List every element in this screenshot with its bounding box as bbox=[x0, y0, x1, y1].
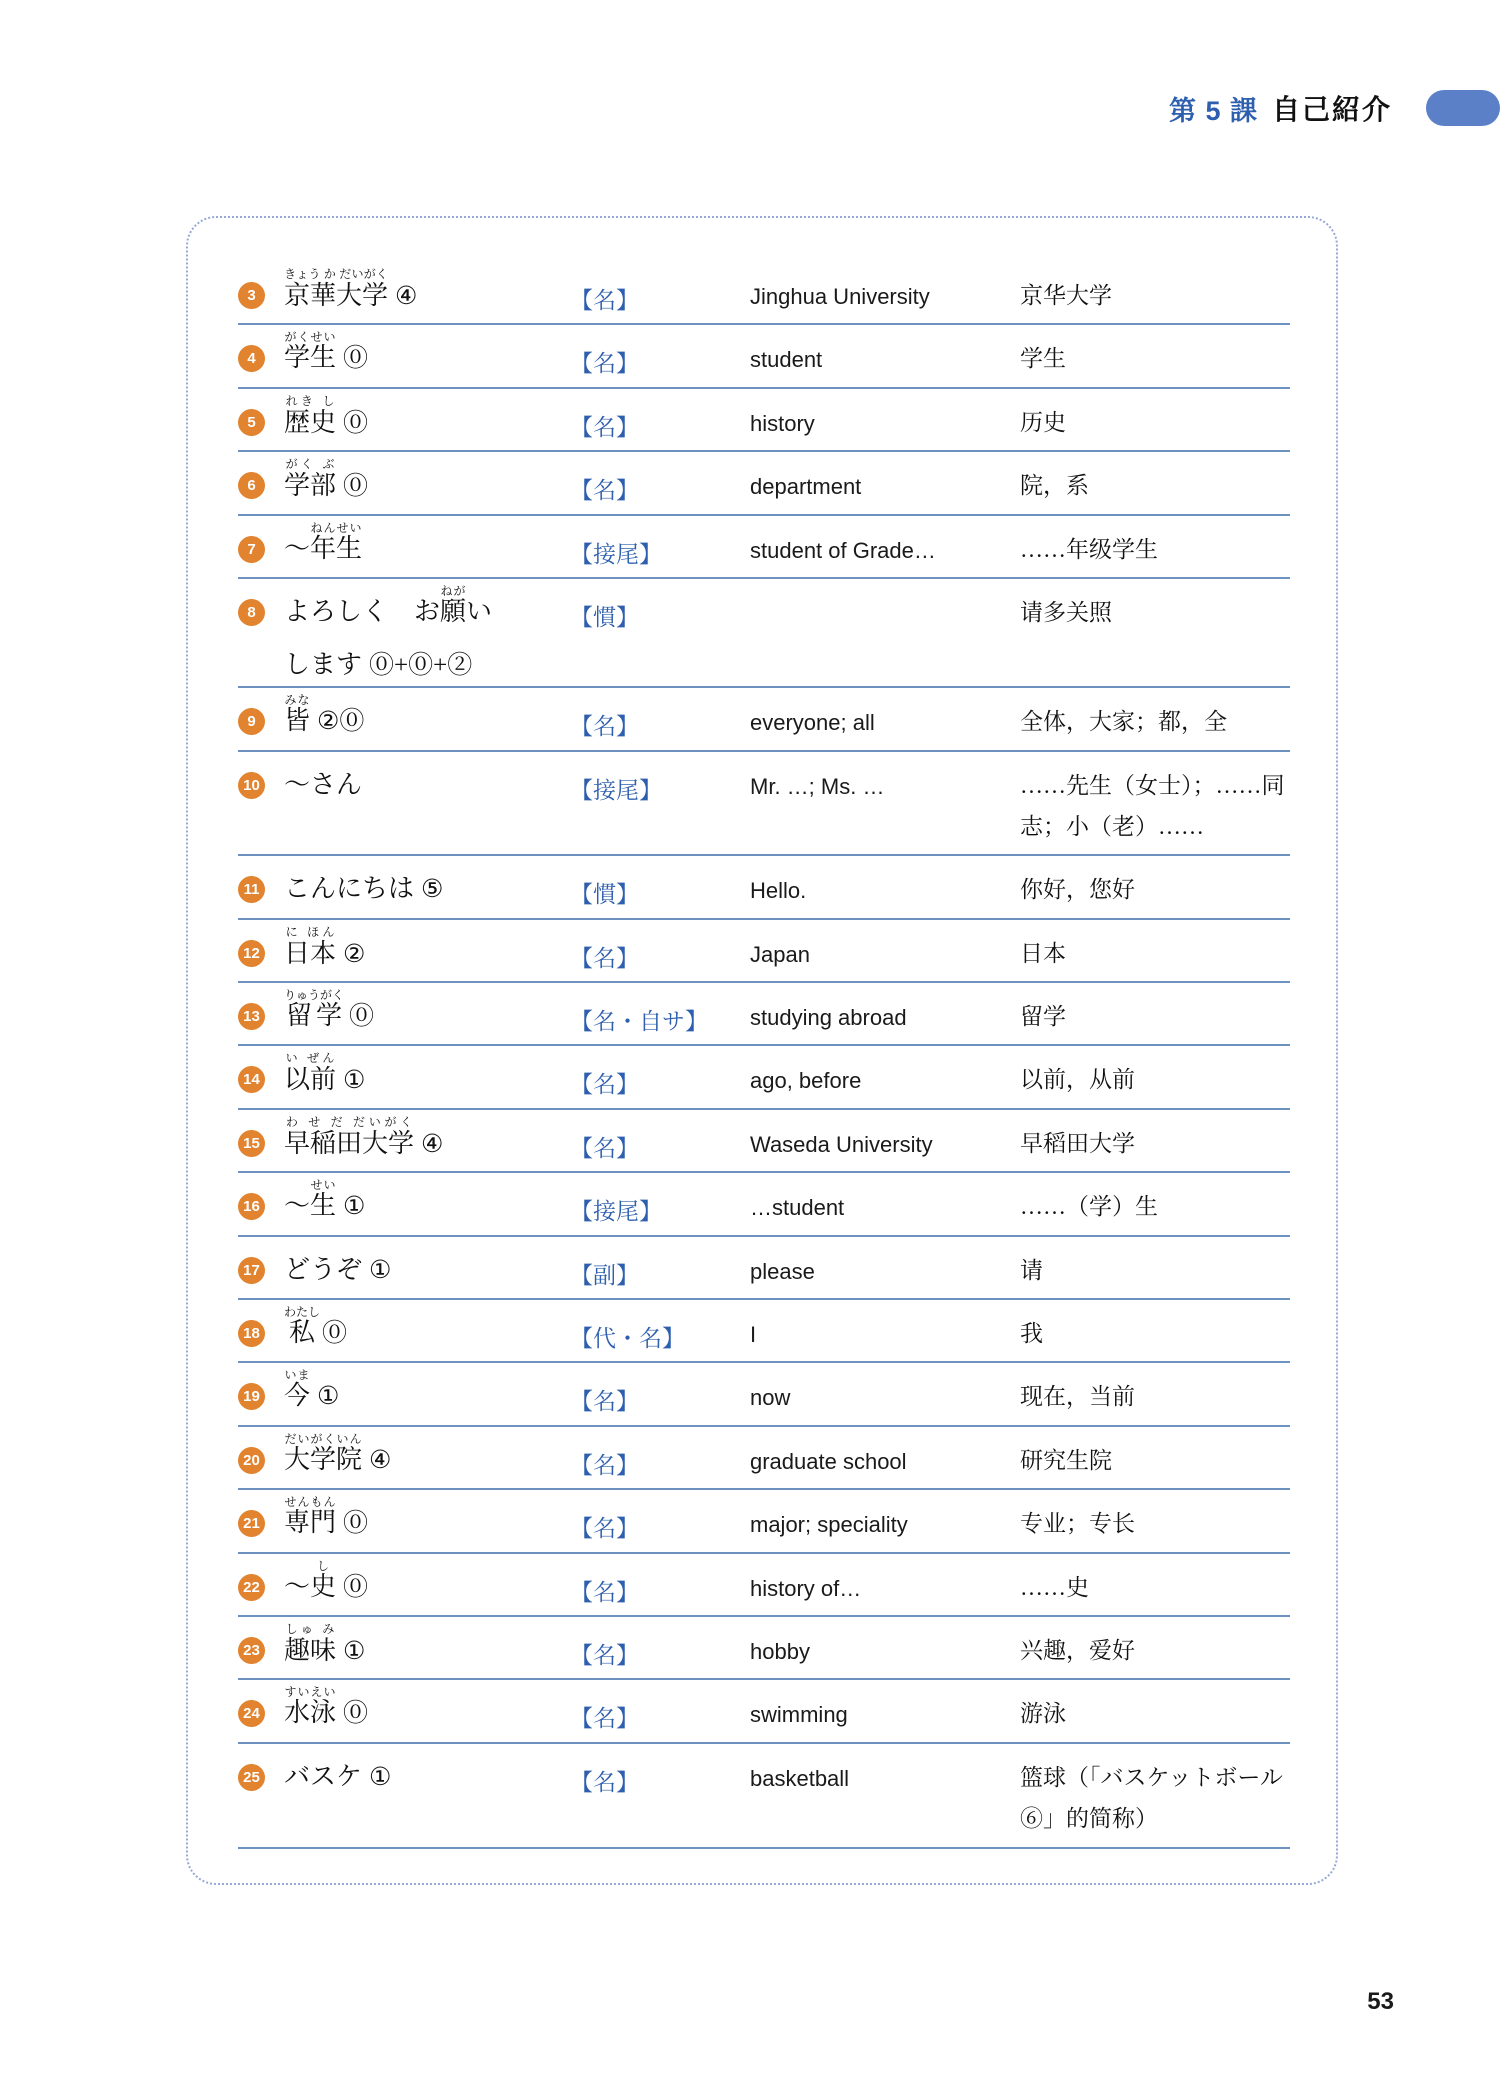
entry-number-cell bbox=[238, 1495, 284, 1537]
english-meaning bbox=[750, 584, 1020, 600]
entry-number-badge: 9 bbox=[238, 708, 265, 735]
entry-number-cell bbox=[238, 757, 284, 799]
entry-number-cell bbox=[238, 1051, 284, 1093]
chinese-meaning: 专业；专长 bbox=[1020, 1511, 1135, 1537]
entry-number-badge: 11 bbox=[238, 876, 265, 903]
entry-number-cell bbox=[238, 988, 284, 1030]
word-line bbox=[284, 1115, 570, 1159]
word-japanese bbox=[284, 1749, 570, 1792]
pitch-accent-number: ④ bbox=[421, 1130, 444, 1158]
entry-number-cell bbox=[238, 1685, 284, 1727]
entry-number-badge: 15 bbox=[238, 1130, 265, 1157]
entry-number-badge: 16 bbox=[238, 1193, 265, 1220]
furigana-ruby: 歴史れき し bbox=[284, 393, 337, 437]
english-meaning: …student bbox=[750, 1195, 845, 1221]
chinese-meaning: 游泳 bbox=[1020, 1701, 1066, 1727]
part-of-speech-label: 【名】 bbox=[570, 414, 639, 440]
word-text: ～ bbox=[284, 533, 311, 563]
word-line bbox=[284, 1051, 570, 1095]
entry-number-cell bbox=[238, 1749, 284, 1791]
chinese-meaning: 兴趣，爱好 bbox=[1020, 1638, 1135, 1663]
vocab-row bbox=[238, 1427, 1290, 1490]
entry-number-badge: 20 bbox=[238, 1447, 265, 1474]
word-japanese bbox=[284, 1622, 570, 1666]
chinese-meaning: 早稻田大学 bbox=[1020, 1130, 1135, 1156]
entry-number-cell bbox=[238, 1368, 284, 1410]
pitch-accent-number: ① bbox=[343, 1193, 366, 1221]
part-of-speech-label: 【名】 bbox=[570, 351, 639, 377]
english-meaning: student of Grade… bbox=[750, 537, 936, 563]
pitch-accent-number: ②⓪ bbox=[317, 708, 365, 736]
furigana-ruby: 史し bbox=[310, 1558, 337, 1601]
entry-number-cell bbox=[238, 457, 284, 499]
english-meaning: Japan bbox=[750, 941, 810, 967]
entry-number-cell bbox=[238, 861, 284, 903]
english-meaning: ago, before bbox=[750, 1068, 862, 1094]
pitch-accent-number: ⓪ bbox=[343, 1510, 369, 1538]
page-header bbox=[1169, 88, 1500, 128]
word-line bbox=[284, 394, 570, 438]
word-line bbox=[284, 457, 570, 501]
word-japanese bbox=[284, 1115, 570, 1159]
entry-number-cell bbox=[238, 693, 284, 735]
part-of-speech-label: 【名】 bbox=[570, 1769, 639, 1795]
pitch-accent-number: ④ bbox=[395, 283, 418, 310]
entry-number-cell bbox=[238, 267, 284, 309]
english-meaning: history bbox=[750, 410, 815, 436]
chinese-meaning: 留学 bbox=[1020, 1004, 1066, 1030]
english-meaning: department bbox=[750, 474, 862, 500]
pitch-accent-number: ① bbox=[369, 1256, 392, 1284]
word-japanese bbox=[284, 330, 570, 373]
entry-number-cell bbox=[238, 394, 284, 436]
furigana-ruby: 早稲田大学わ せ だ だいがく bbox=[284, 1114, 415, 1158]
word-line bbox=[284, 637, 570, 680]
vocab-table bbox=[238, 262, 1290, 1849]
english-meaning: studying abroad bbox=[750, 1005, 907, 1031]
part-of-speech-label: 【名】 bbox=[570, 478, 639, 504]
vocab-list-box bbox=[186, 216, 1338, 1885]
english-meaning: Jinghua University bbox=[750, 284, 930, 309]
entry-number-badge: 19 bbox=[238, 1383, 265, 1410]
english-meaning: now bbox=[750, 1385, 791, 1411]
entry-number-badge: 18 bbox=[238, 1320, 265, 1347]
part-of-speech-label: 【名】 bbox=[570, 714, 639, 740]
word-line bbox=[284, 988, 570, 1031]
part-of-speech-label: 【名】 bbox=[570, 1579, 639, 1605]
furigana-ruby: 皆みな bbox=[284, 693, 311, 736]
part-of-speech-label: 【名】 bbox=[570, 1452, 639, 1478]
word-japanese bbox=[284, 861, 570, 904]
pitch-accent-number: ⑤ bbox=[421, 876, 444, 904]
chinese-meaning: 篮球（「バスケットボール⑥」的简称） bbox=[1020, 1764, 1283, 1832]
vocab-row bbox=[238, 1680, 1290, 1743]
chinese-meaning: 历史 bbox=[1020, 409, 1066, 435]
vocab-row bbox=[238, 452, 1290, 515]
part-of-speech-label: 【名】 bbox=[570, 945, 639, 971]
entry-number-badge: 5 bbox=[238, 409, 265, 436]
word-line bbox=[284, 1495, 570, 1538]
word-text: よろしく お bbox=[284, 596, 441, 626]
word-japanese bbox=[284, 1368, 570, 1411]
english-meaning: major; speciality bbox=[750, 1512, 908, 1538]
furigana-ruby: 学生がくせい bbox=[284, 330, 337, 373]
entry-number-badge: 21 bbox=[238, 1510, 265, 1537]
word-line bbox=[284, 1305, 570, 1348]
vocab-row bbox=[238, 1617, 1290, 1680]
furigana-ruby: 日本に ほん bbox=[284, 924, 337, 968]
english-meaning: history of… bbox=[750, 1575, 862, 1601]
word-line bbox=[284, 1368, 570, 1411]
vocab-row bbox=[238, 1173, 1290, 1236]
chinese-meaning: 你好，您好 bbox=[1020, 877, 1135, 903]
word-line bbox=[284, 1178, 570, 1221]
entry-number-cell bbox=[238, 1242, 284, 1284]
english-meaning: Mr. …; Ms. … bbox=[750, 773, 885, 799]
chinese-meaning: 请多关照 bbox=[1020, 599, 1112, 625]
entry-number-badge: 3 bbox=[238, 282, 265, 309]
word-text: ～ bbox=[284, 1571, 311, 1601]
entry-number-cell bbox=[238, 584, 284, 626]
furigana-ruby: 専門せんもん bbox=[284, 1495, 337, 1538]
pitch-accent-number: ① bbox=[343, 1638, 366, 1665]
entry-number-badge: 13 bbox=[238, 1003, 265, 1030]
chinese-meaning: 研究生院 bbox=[1020, 1447, 1112, 1473]
word-japanese bbox=[284, 1242, 570, 1285]
entry-number-cell bbox=[238, 925, 284, 967]
chinese-meaning: 以前，从前 bbox=[1020, 1067, 1135, 1093]
chinese-meaning: ……先生（女士）；……同志；小（老）…… bbox=[1020, 772, 1285, 839]
chinese-meaning: 请 bbox=[1020, 1257, 1043, 1283]
word-japanese bbox=[284, 457, 570, 501]
vocab-row bbox=[238, 1490, 1290, 1553]
word-japanese bbox=[284, 1495, 570, 1538]
furigana-ruby: 願ねが bbox=[440, 583, 467, 626]
part-of-speech-label: 【名】 bbox=[570, 1516, 639, 1542]
word-text: こんにちは bbox=[284, 874, 415, 904]
word-japanese bbox=[284, 988, 570, 1031]
vocab-row bbox=[238, 262, 1290, 325]
word-line bbox=[284, 1685, 570, 1728]
furigana-ruby: 留学りゅうがく bbox=[284, 988, 345, 1031]
furigana-ruby: 以前い ぜん bbox=[284, 1051, 337, 1095]
pitch-accent-number: ⓪ bbox=[343, 1573, 369, 1601]
entry-number-cell bbox=[238, 521, 284, 563]
pitch-accent-number: ① bbox=[369, 1763, 392, 1791]
part-of-speech-label: 【接尾】 bbox=[570, 1199, 662, 1225]
entry-number-cell bbox=[238, 1559, 284, 1601]
english-meaning: student bbox=[750, 347, 823, 373]
entry-number-cell bbox=[238, 1622, 284, 1664]
vocab-row bbox=[238, 516, 1290, 579]
part-of-speech-label: 【慣】 bbox=[570, 604, 639, 630]
word-line bbox=[284, 584, 570, 627]
word-japanese bbox=[284, 267, 570, 311]
furigana-ruby: 趣味しゅ み bbox=[284, 1622, 337, 1665]
word-line bbox=[284, 1622, 570, 1666]
pitch-accent-number: ② bbox=[343, 940, 366, 968]
furigana-ruby: 生せい bbox=[310, 1178, 337, 1221]
entry-number-badge: 4 bbox=[238, 345, 265, 372]
word-japanese bbox=[284, 1432, 570, 1475]
pitch-accent-number: ⓪ bbox=[343, 473, 369, 501]
lesson-number-label: 第 5 課 bbox=[1168, 95, 1258, 126]
word-japanese bbox=[284, 1178, 570, 1221]
entry-number-cell bbox=[238, 330, 284, 372]
word-line bbox=[284, 1559, 570, 1602]
pitch-accent-number: ① bbox=[317, 1383, 340, 1411]
word-japanese bbox=[284, 394, 570, 438]
word-japanese bbox=[284, 521, 570, 564]
entry-number-badge: 22 bbox=[238, 1574, 265, 1601]
pitch-accent-number: ⓪ bbox=[343, 345, 369, 373]
part-of-speech-label: 【名】 bbox=[570, 288, 639, 313]
chinese-meaning: ……史 bbox=[1020, 1574, 1089, 1600]
part-of-speech-label: 【名】 bbox=[570, 1643, 639, 1668]
word-text: バスケ bbox=[284, 1761, 363, 1791]
entry-number-cell bbox=[238, 1305, 284, 1347]
word-japanese bbox=[284, 693, 570, 736]
word-text: い bbox=[466, 596, 493, 626]
english-meaning: everyone; all bbox=[750, 710, 875, 736]
part-of-speech-label: 【慣】 bbox=[570, 882, 639, 908]
chinese-meaning: 院，系 bbox=[1020, 473, 1089, 499]
vocab-row bbox=[238, 1744, 1290, 1849]
word-text: どうぞ bbox=[284, 1254, 363, 1284]
entry-number-badge: 12 bbox=[238, 940, 265, 967]
chinese-meaning: 学生 bbox=[1020, 346, 1066, 372]
word-japanese bbox=[284, 1051, 570, 1095]
vocab-row bbox=[238, 983, 1290, 1046]
entry-number-badge: 6 bbox=[238, 472, 265, 499]
vocab-row bbox=[238, 1237, 1290, 1300]
vocab-row bbox=[238, 579, 1290, 688]
english-meaning: please bbox=[750, 1258, 815, 1284]
pitch-accent-number: ⓪ bbox=[349, 1003, 375, 1031]
furigana-ruby: 今いま bbox=[284, 1368, 311, 1411]
part-of-speech-label: 【副】 bbox=[570, 1262, 639, 1288]
pitch-accent-number: ① bbox=[343, 1067, 366, 1095]
word-line bbox=[284, 267, 570, 311]
furigana-ruby: 年生ねんせい bbox=[310, 520, 363, 563]
english-meaning: Waseda University bbox=[750, 1131, 933, 1157]
vocab-row bbox=[238, 1363, 1290, 1426]
lesson-title: 自己紹介 bbox=[1271, 94, 1392, 125]
vocab-row bbox=[238, 389, 1290, 452]
word-japanese bbox=[284, 925, 570, 969]
word-line bbox=[284, 1242, 570, 1285]
part-of-speech-label: 【名】 bbox=[570, 1135, 639, 1161]
english-meaning: graduate school bbox=[750, 1448, 907, 1474]
chinese-meaning: ……（学）生 bbox=[1020, 1194, 1158, 1220]
entry-number-badge: 17 bbox=[238, 1257, 265, 1284]
word-japanese bbox=[284, 584, 570, 679]
chinese-meaning: 京华大学 bbox=[1020, 283, 1112, 308]
chinese-meaning: 我 bbox=[1020, 1321, 1043, 1347]
entry-number-badge: 23 bbox=[238, 1637, 265, 1664]
furigana-ruby: 私わたし bbox=[284, 1305, 321, 1348]
part-of-speech-label: 【名】 bbox=[570, 1389, 639, 1415]
vocab-row bbox=[238, 1554, 1290, 1617]
page-number: 53 bbox=[1367, 1988, 1394, 2015]
lesson-badge bbox=[1426, 90, 1500, 126]
part-of-speech-label: 【名】 bbox=[570, 1706, 639, 1732]
chinese-meaning: 现在，当前 bbox=[1020, 1384, 1135, 1410]
part-of-speech-label: 【接尾】 bbox=[570, 777, 662, 803]
chinese-meaning: 日本 bbox=[1020, 940, 1066, 966]
word-line bbox=[284, 521, 570, 564]
word-line bbox=[284, 1749, 570, 1792]
word-line bbox=[284, 757, 570, 800]
entry-number-cell bbox=[238, 1432, 284, 1474]
word-japanese bbox=[284, 757, 570, 800]
vocab-row bbox=[238, 752, 1290, 857]
entry-number-badge: 24 bbox=[238, 1700, 265, 1727]
english-meaning: basketball bbox=[750, 1765, 850, 1791]
entry-number-cell bbox=[238, 1115, 284, 1157]
english-meaning: I bbox=[750, 1322, 757, 1348]
word-line bbox=[284, 925, 570, 969]
english-meaning: Hello. bbox=[750, 878, 807, 904]
word-japanese bbox=[284, 1685, 570, 1728]
vocab-row bbox=[238, 1300, 1290, 1363]
word-line bbox=[284, 693, 570, 736]
vocab-row bbox=[238, 1046, 1290, 1109]
word-line bbox=[284, 861, 570, 904]
entry-number-badge: 8 bbox=[238, 599, 265, 626]
word-japanese bbox=[284, 1559, 570, 1602]
pitch-accent-number: ⓪ bbox=[322, 1320, 348, 1348]
part-of-speech-label: 【接尾】 bbox=[570, 541, 662, 567]
vocab-row bbox=[238, 856, 1290, 919]
entry-number-badge: 7 bbox=[238, 536, 265, 563]
word-text: ～ bbox=[284, 1191, 311, 1221]
entry-number-badge: 14 bbox=[238, 1066, 265, 1093]
pitch-accent-number: ④ bbox=[369, 1446, 392, 1474]
entry-number-badge: 25 bbox=[238, 1764, 265, 1791]
word-text: ～さん bbox=[284, 769, 363, 799]
vocab-row bbox=[238, 920, 1290, 983]
vocab-row bbox=[238, 1110, 1290, 1173]
part-of-speech-label: 【代・名】 bbox=[570, 1326, 685, 1352]
english-meaning: swimming bbox=[750, 1702, 848, 1728]
word-line bbox=[284, 330, 570, 373]
entry-number-cell bbox=[238, 1178, 284, 1220]
word-line bbox=[284, 1432, 570, 1475]
furigana-ruby: 大学院だいがくいん bbox=[284, 1431, 363, 1474]
entry-number-badge: 10 bbox=[238, 772, 265, 799]
chinese-meaning: 全体，大家；都，全 bbox=[1020, 709, 1227, 735]
furigana-ruby: 京華大学きょう か だいがく bbox=[284, 267, 389, 310]
chinese-meaning: ……年级学生 bbox=[1020, 536, 1158, 562]
word-japanese bbox=[284, 1305, 570, 1348]
word-text: します bbox=[284, 649, 363, 679]
english-meaning: hobby bbox=[750, 1639, 810, 1664]
part-of-speech-label: 【名】 bbox=[570, 1072, 639, 1098]
furigana-ruby: 水泳すいえい bbox=[284, 1685, 337, 1728]
furigana-ruby: 学部がく ぶ bbox=[284, 457, 337, 501]
pitch-accent-number: ⓪ bbox=[343, 409, 369, 437]
vocab-row bbox=[238, 325, 1290, 388]
part-of-speech-label: 【名・自サ】 bbox=[570, 1009, 708, 1035]
pitch-accent-number: ⓪+⓪+② bbox=[369, 651, 473, 679]
vocab-row bbox=[238, 688, 1290, 751]
pitch-accent-number: ⓪ bbox=[343, 1700, 369, 1728]
